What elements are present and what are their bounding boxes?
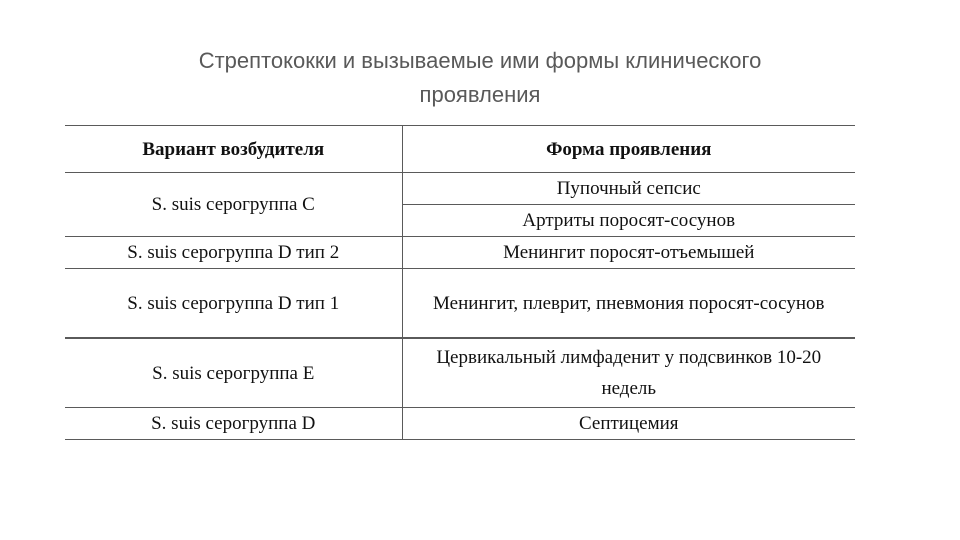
table-row — [65, 173, 855, 205]
table-row — [65, 269, 855, 339]
column-header-form: Форма проявления — [402, 126, 855, 173]
form-cell: Артриты поросят-сосунов — [402, 205, 855, 237]
agent-cell: S. suis серогруппа D — [65, 408, 402, 440]
table-header-row — [65, 126, 855, 173]
agent-cell: S. suis серогруппа D тип 1 — [65, 269, 402, 339]
form-cell: Цервикальный лимфаденит у подсвинков 10-20 недель — [402, 338, 855, 408]
column-header-agent: Вариант возбудителя — [65, 126, 402, 173]
agent-cell: S. suis серогруппа C — [65, 173, 402, 237]
table-row — [65, 338, 855, 408]
table-row — [65, 408, 855, 440]
form-cell: Септицемия — [402, 408, 855, 440]
form-cell: Менингит поросят-отъемышей — [402, 237, 855, 269]
pathogen-forms-table — [65, 125, 855, 440]
form-cell: Менингит, плеврит, пневмония поросят-сосунов — [402, 269, 855, 339]
slide-title-line-2: проявления — [419, 82, 541, 107]
form-cell: Пупочный сепсис — [402, 173, 855, 205]
slide-title-line-1: Стрептококки и вызываемые ими формы клинического — [198, 48, 762, 73]
agent-cell: S. suis серогруппа E — [65, 338, 402, 408]
agent-cell: S. suis серогруппа D тип 2 — [65, 237, 402, 269]
table-row — [65, 237, 855, 269]
slide-title — [100, 44, 860, 112]
